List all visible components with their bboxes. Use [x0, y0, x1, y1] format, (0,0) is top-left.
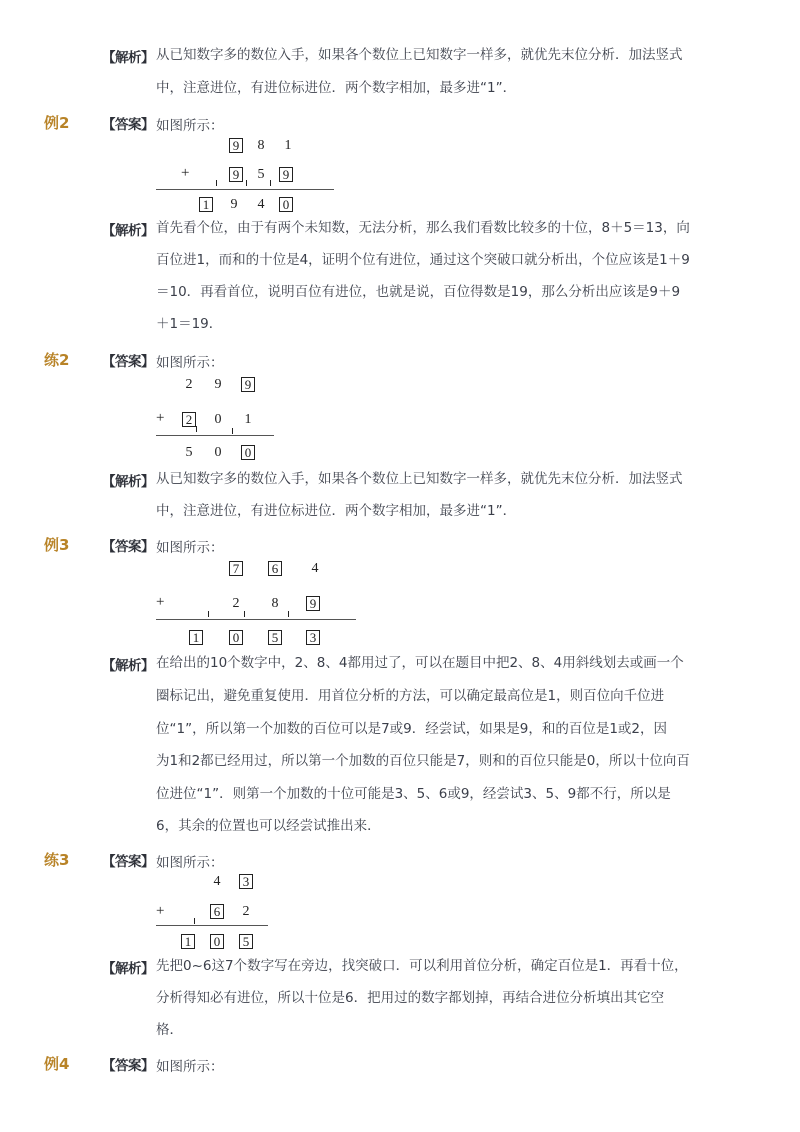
analysis-line: 从已知数字多的数位入手，如果各个数位上已知数字一样多，就优先末位分析．加法竖式	[156, 47, 683, 63]
carry-mark	[246, 180, 247, 186]
analysis-line: ＋1＝19．	[156, 316, 223, 332]
digit: 2	[232, 596, 240, 611]
digit-box: 1	[199, 197, 213, 212]
digit-box: 9	[229, 167, 243, 182]
analysis-line: 分析得知必有进位，所以十位是6．把用过的数字都划掉，再结合进位分析填出其它空	[156, 990, 665, 1006]
analysis-tag: 【解析】	[102, 474, 154, 490]
plus-sign: +	[156, 410, 165, 426]
digit-box: 6	[210, 904, 224, 919]
carry-mark	[288, 611, 289, 617]
digit-box: 5	[239, 934, 253, 949]
analysis-tag: 【解析】	[102, 223, 154, 239]
sum-line	[156, 435, 274, 436]
analysis-line: 先把0~6这7个数字写在旁边，找突破口．可以利用首位分析，确定百位是1．再看十位，	[156, 958, 688, 974]
answer-tag: 【答案】	[102, 539, 154, 555]
analysis-tag: 【解析】	[102, 961, 154, 977]
digit: 5	[185, 445, 193, 460]
digit: 9	[214, 377, 222, 392]
analysis-tag: 【解析】	[102, 658, 154, 674]
carry-mark	[232, 428, 233, 434]
answer-tag: 【答案】	[102, 117, 154, 133]
plus-sign: +	[181, 165, 190, 181]
digit-box: 1	[189, 630, 203, 645]
analysis-line: 为1和2都已经用过，所以第一个加数的百位只能是7，则和的百位只能是0，所以十位向百	[156, 753, 690, 769]
analysis-line: 百位进1，而和的十位是4，证明个位有进位，通过这个突破口就分析出，个位应该是1＋9	[156, 252, 690, 268]
answer-text: 如图所示：	[156, 855, 224, 871]
digit-box: 7	[229, 561, 243, 576]
analysis-tag: 【解析】	[102, 50, 154, 66]
digit-box: 0	[229, 630, 243, 645]
digit: 0	[214, 412, 222, 427]
answer-text: 如图所示：	[156, 118, 224, 134]
analysis-line: 首先看个位，由于有两个未知数，无法分析，那么我们看数比较多的十位，8＋5＝13，向	[156, 220, 690, 236]
digit: 4	[257, 197, 265, 212]
digit-box: 6	[268, 561, 282, 576]
sum-line	[156, 189, 334, 190]
analysis-line: 位“1”，所以第一个加数的百位可以是7或9．经尝试，如果是9，和的百位是1或2，因	[156, 721, 668, 737]
answer-text: 如图所示：	[156, 355, 224, 371]
digit: 1	[244, 412, 252, 427]
analysis-line: ＝10．再看首位，说明百位有进位，也就是说，百位得数是19，那么分析出应该是9＋9	[156, 284, 681, 300]
example-label: 例4	[44, 1055, 70, 1073]
digit-box: 2	[182, 412, 196, 427]
digit-box: 0	[241, 445, 255, 460]
digit: 5	[257, 167, 265, 182]
carry-mark	[194, 918, 195, 924]
digit-box: 5	[268, 630, 282, 645]
analysis-line: 中，注意进位，有进位标进位．两个数字相加，最多进“1”．	[156, 80, 517, 96]
answer-tag: 【答案】	[102, 854, 154, 870]
analysis-line: 中，注意进位，有进位标进位．两个数字相加，最多进“1”．	[156, 503, 517, 519]
analysis-line: 格．	[156, 1022, 183, 1038]
digit-box: 3	[306, 630, 320, 645]
answer-tag: 【答案】	[102, 1058, 154, 1074]
digit: 8	[271, 596, 279, 611]
digit: 4	[213, 874, 221, 889]
digit: 8	[257, 138, 265, 153]
example-label: 例2	[44, 114, 70, 132]
digit-box: 0	[210, 934, 224, 949]
analysis-line: 位进位“1”．则第一个加数的十位可能是3、5、6或9，经尝试3、5、9都不行，所以是	[156, 786, 671, 802]
answer-tag: 【答案】	[102, 354, 154, 370]
digit-box: 0	[279, 197, 293, 212]
carry-mark	[208, 611, 209, 617]
analysis-line: 圈标记出，避免重复使用．用首位分析的方法，可以确定最高位是1，则百位向千位进	[156, 688, 665, 704]
plus-sign: +	[156, 594, 165, 610]
digit: 1	[284, 138, 292, 153]
digit: 2	[242, 904, 250, 919]
answer-text: 如图所示：	[156, 1059, 224, 1075]
sum-line	[156, 619, 356, 620]
carry-mark	[270, 180, 271, 186]
practice-label: 练2	[44, 351, 70, 369]
plus-sign: +	[156, 903, 165, 919]
digit-box: 1	[181, 934, 195, 949]
digit: 0	[214, 445, 222, 460]
analysis-line: 在给出的10个数字中，2、8、4都用过了，可以在题目中把2、8、4用斜线划去或画一个	[156, 655, 684, 671]
digit: 2	[185, 377, 193, 392]
example-label: 例3	[44, 536, 70, 554]
carry-mark	[196, 426, 197, 432]
analysis-line: 6，其余的位置也可以经尝试推出来．	[156, 818, 381, 834]
analysis-line: 从已知数字多的数位入手，如果各个数位上已知数字一样多，就优先末位分析．加法竖式	[156, 471, 683, 487]
digit-box: 3	[239, 874, 253, 889]
sum-line	[156, 925, 268, 926]
digit: 4	[311, 561, 319, 576]
carry-mark	[216, 180, 217, 186]
answer-text: 如图所示：	[156, 540, 224, 556]
digit-box: 9	[279, 167, 293, 182]
digit-box: 9	[306, 596, 320, 611]
digit-box: 9	[241, 377, 255, 392]
digit-box: 9	[229, 138, 243, 153]
practice-label: 练3	[44, 851, 70, 869]
carry-mark	[244, 611, 245, 617]
digit: 9	[230, 197, 238, 212]
